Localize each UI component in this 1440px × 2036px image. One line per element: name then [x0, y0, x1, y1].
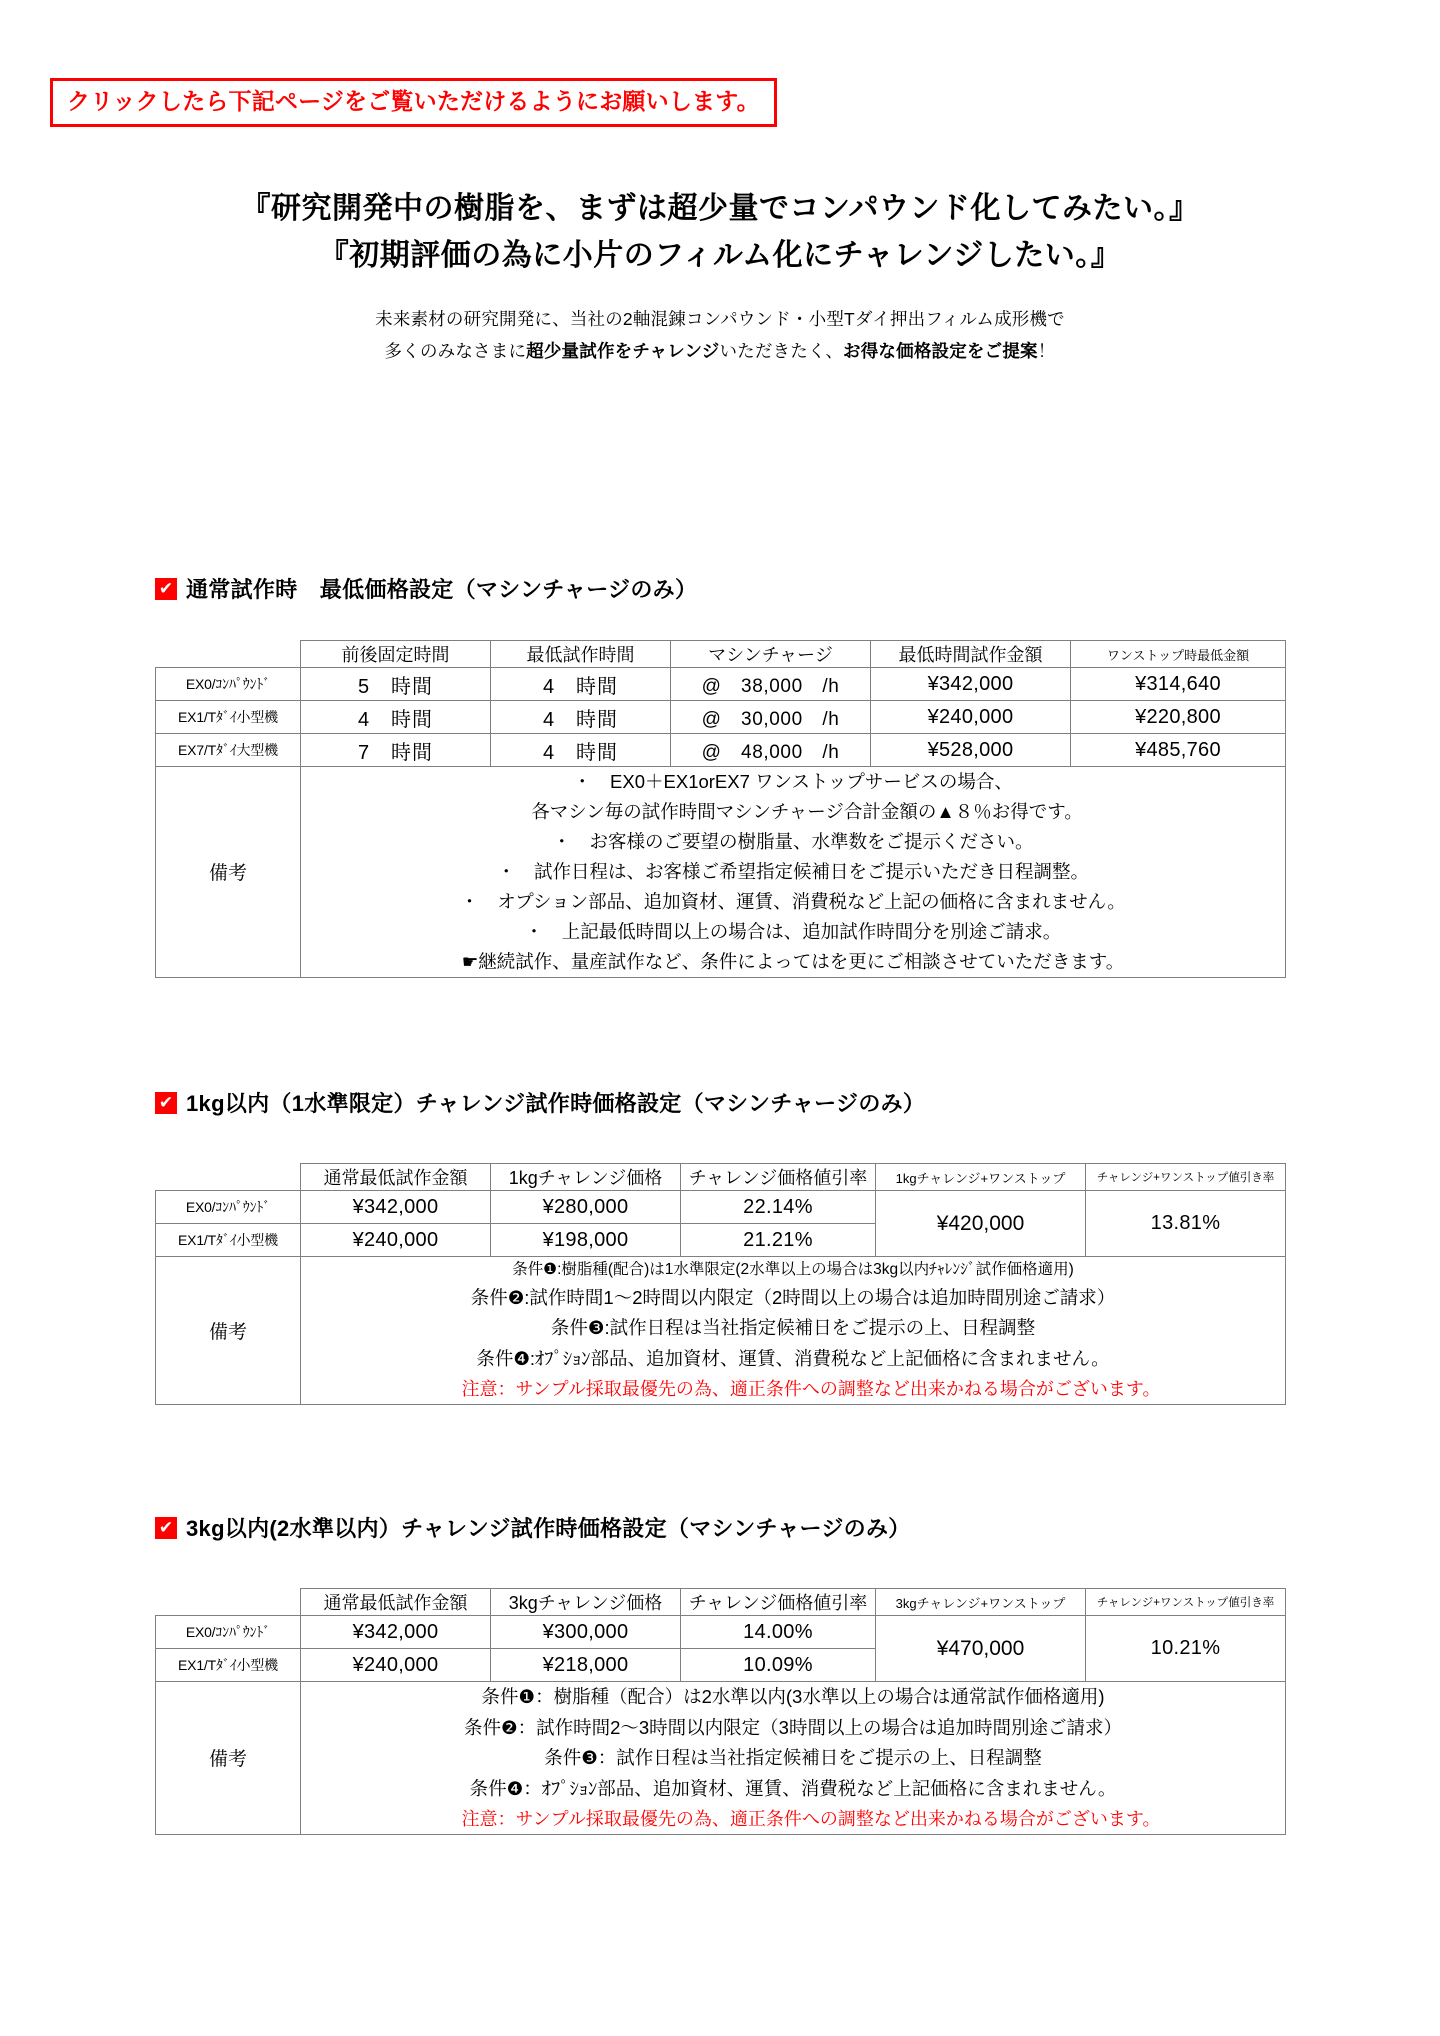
cell-challenge-price-ex0: ¥280,000 [491, 1191, 681, 1224]
remarks-body [301, 767, 1286, 978]
condition-line: 条件❸:試作日程は当社指定候補日をご提示の上、日程調整 [550, 1317, 1036, 1339]
header-machine-charge: マシンチャージ [671, 641, 871, 668]
lead-line-2 [0, 335, 1440, 367]
lead-block [0, 303, 1440, 368]
cell-onestop-amount-merged: ¥420,000 [876, 1191, 1086, 1257]
cell-min-amount-ex0: ¥342,000 [871, 668, 1071, 701]
check-icon: ✔ [155, 1517, 177, 1539]
header-normal-min-amount: 通常最低試作金額 [301, 1589, 491, 1616]
remark-line: ☛継続試作、量産試作など、条件によってはを更にご相談させていただきます。 [461, 950, 1125, 972]
header-corner-blank [156, 1589, 301, 1616]
condition-line: 条件❶：樹脂種（配合）は2水準以内(3水準以上の場合は通常試作価格適用) [481, 1686, 1105, 1707]
header-challenge-onestop-discount: チャレンジ+ワンストップ値引き率 [1086, 1589, 1286, 1616]
header-challenge-price: 3kgチャレンジ価格 [491, 1589, 681, 1616]
table-row [156, 1191, 1286, 1224]
section-title-3kg-challenge: 3kg以内(2水準以内）チャレンジ試作時価格設定（マシンチャージのみ） [186, 1516, 911, 1541]
condition-line: 条件❹:ｵﾌﾟｼｮﾝ部品、追加資材、運賃、消費税など上記価格に含まれません。 [476, 1348, 1110, 1370]
header-challenge-discount-rate: チャレンジ価格値引率 [681, 1164, 876, 1191]
cell-challenge-price-ex1: ¥198,000 [491, 1224, 681, 1257]
lead-line-2-d: お得な価格設定をご提案 [843, 341, 1038, 362]
row-label-ex1: EX1/Tﾀﾞｲ小型機 [156, 1224, 301, 1257]
check-icon: ✔ [155, 1092, 177, 1114]
cell-normal-amount-ex0: ¥342,000 [301, 1191, 491, 1224]
table-1kg-challenge-pricing [155, 1163, 1286, 1405]
cell-onestop-amount-ex7: ¥485,760 [1071, 734, 1286, 767]
lead-line-2-a: 多くのみなさまに [384, 341, 527, 362]
cell-discount-ex1: 10.09% [681, 1649, 876, 1682]
header-normal-min-amount: 通常最低試作金額 [301, 1164, 491, 1191]
section-title-normal-trial: 通常試作時 最低価格設定（マシンチャージのみ） [186, 577, 698, 602]
cell-discount-ex0: 22.14% [681, 1191, 876, 1224]
cell-min-time-ex0: 4 時間 [491, 668, 671, 701]
click-notice-banner [50, 78, 777, 127]
headline-line-2: 『初期評価の為に小片のフィルム化にチャレンジしたい。』 [318, 239, 1122, 273]
condition-line: 条件❷:試作時間1～2時間以内限定（2時間以上の場合は追加時間別途ご請求） [470, 1286, 1116, 1308]
headline-block [0, 185, 1440, 280]
cell-onestop-discount-merged: 13.81% [1086, 1191, 1286, 1257]
cell-min-amount-ex1: ¥240,000 [871, 701, 1071, 734]
cell-challenge-price-ex0: ¥300,000 [491, 1616, 681, 1649]
cell-onestop-amount-merged: ¥470,000 [876, 1616, 1086, 1682]
lead-line-2-e: ！ [1037, 341, 1056, 362]
cell-onestop-amount-ex1: ¥220,800 [1071, 701, 1286, 734]
cell-discount-ex0: 14.00% [681, 1616, 876, 1649]
condition-line: 条件❷：試作時間2～3時間以内限定（3時間以上の場合は追加時間別途ご請求） [464, 1716, 1122, 1738]
table-header-row [156, 1164, 1286, 1191]
condition-line: 条件❹：ｵﾌﾟｼｮﾝ部品、追加資材、運賃、消費税など上記価格に含まれません。 [469, 1778, 1117, 1800]
cell-fixed-time-ex0: 5 時間 [301, 668, 491, 701]
cell-normal-amount-ex1: ¥240,000 [301, 1649, 491, 1682]
remarks-row [156, 767, 1286, 978]
section-heading-1kg-challenge [155, 1087, 925, 1118]
table-row [156, 734, 1286, 767]
table-header-row [156, 641, 1286, 668]
row-label-ex1: EX1/Tﾀﾞｲ小型機 [156, 701, 301, 734]
cell-normal-amount-ex1: ¥240,000 [301, 1224, 491, 1257]
headline-line-1: 『研究開発中の樹脂を、まずは超少量でコンパウンド化してみたい。』 [240, 192, 1200, 225]
header-fixed-time: 前後固定時間 [301, 641, 491, 668]
row-label-ex0: EX0/ｺﾝﾊﾟｳﾝﾄﾞ [156, 1616, 301, 1649]
click-notice-text: クリックしたら下記ページをご覧いただけるようにお願いします。 [67, 88, 760, 114]
remark-line: ・ 試作日程は、お客様ご希望指定候補日をご提示いただき日程調整。 [496, 860, 1089, 882]
remark-line: 各マシン毎の試作時間マシンチャージ合計金額の▲８％お得です。 [531, 800, 1083, 822]
cell-min-time-ex1: 4 時間 [491, 701, 671, 734]
cell-onestop-amount-ex0: ¥314,640 [1071, 668, 1286, 701]
header-challenge-price: 1kgチャレンジ価格 [491, 1164, 681, 1191]
header-onestop-min-amount: ワンストップ時最低金額 [1071, 641, 1286, 668]
cell-machine-charge-ex0: @ 38,000 /h [671, 668, 871, 701]
cell-onestop-discount-merged: 10.21% [1086, 1616, 1286, 1682]
remarks-row [156, 1257, 1286, 1405]
warning-note: 注意：サンプル採取最優先の為、適正条件への調整など出来かねる場合がございます。 [461, 1378, 1161, 1399]
cell-challenge-price-ex1: ¥218,000 [491, 1649, 681, 1682]
row-label-ex1: EX1/Tﾀﾞｲ小型機 [156, 1649, 301, 1682]
condition-line: 条件❸：試作日程は当社指定候補日をご提示の上、日程調整 [544, 1747, 1042, 1769]
lead-line-2-b: 超少量試作をチャレンジ [526, 341, 720, 362]
table-3kg-challenge-pricing [155, 1588, 1286, 1835]
check-icon: ✔ [155, 578, 177, 600]
remarks-label: 備考 [156, 1682, 301, 1835]
table-row [156, 701, 1286, 734]
header-challenge-onestop-discount: チャレンジ+ワンストップ値引き率 [1086, 1164, 1286, 1191]
remarks-body [301, 1257, 1286, 1405]
cell-min-amount-ex7: ¥528,000 [871, 734, 1071, 767]
row-label-ex0: EX0/ｺﾝﾊﾟｳﾝﾄﾞ [156, 1191, 301, 1224]
table-header-row [156, 1589, 1286, 1616]
cell-min-time-ex7: 4 時間 [491, 734, 671, 767]
cell-machine-charge-ex1: @ 30,000 /h [671, 701, 871, 734]
cell-machine-charge-ex7: @ 48,000 /h [671, 734, 871, 767]
remark-line: ・ 上記最低時間以上の場合は、追加試作時間分を別途ご請求。 [524, 920, 1062, 942]
header-challenge-onestop: 3kgチャレンジ+ワンストップ [876, 1589, 1086, 1616]
header-min-trial-time: 最低試作時間 [491, 641, 671, 668]
section-heading-normal-trial [155, 573, 697, 604]
section-title-1kg-challenge: 1kg以内（1水準限定）チャレンジ試作時価格設定（マシンチャージのみ） [186, 1091, 926, 1116]
section-heading-3kg-challenge [155, 1512, 911, 1543]
warning-note: 注意：サンプル採取最優先の為、適正条件への調整など出来かねる場合がございます。 [461, 1808, 1161, 1829]
lead-line-1: 未来素材の研究開発に、当社の2軸混錬コンパウンド・小型Tダイ押出フィルム成形機で [375, 309, 1065, 329]
row-label-ex7: EX7/Tﾀﾞｲ大型機 [156, 734, 301, 767]
lead-line-2-c: いただきたく、 [719, 341, 844, 362]
table-row [156, 668, 1286, 701]
header-corner-blank [156, 641, 301, 668]
table-row [156, 1616, 1286, 1649]
remarks-label: 備考 [156, 1257, 301, 1405]
remark-line: ・ EX0＋EX1orEX7 ワンストップサービスの場合、 [573, 771, 1013, 792]
cell-fixed-time-ex1: 4 時間 [301, 701, 491, 734]
cell-discount-ex1: 21.21% [681, 1224, 876, 1257]
remarks-row [156, 1682, 1286, 1835]
table-normal-trial-pricing [155, 640, 1286, 978]
header-challenge-onestop: 1kgチャレンジ+ワンストップ [876, 1164, 1086, 1191]
cell-normal-amount-ex0: ¥342,000 [301, 1616, 491, 1649]
remarks-body [301, 1682, 1286, 1835]
header-challenge-discount-rate: チャレンジ価格値引率 [681, 1589, 876, 1616]
cell-fixed-time-ex7: 7 時間 [301, 734, 491, 767]
header-min-amount: 最低時間試作金額 [871, 641, 1071, 668]
remark-line: ・ お客様のご要望の樹脂量、水準数をご提示ください。 [552, 830, 1034, 852]
condition-line: 条件❶:樹脂種(配合)は1水準限定(2水準以上の場合は3kg以内ﾁｬﾚﾝｼﾞ試作価格適用) [512, 1261, 1074, 1278]
remark-line: ・ オプション部品、追加資材、運賃、消費税など上記の価格に含まれません。 [460, 890, 1126, 912]
remarks-label: 備考 [156, 767, 301, 978]
header-corner-blank [156, 1164, 301, 1191]
row-label-ex0: EX0/ｺﾝﾊﾟｳﾝﾄﾞ [156, 668, 301, 701]
